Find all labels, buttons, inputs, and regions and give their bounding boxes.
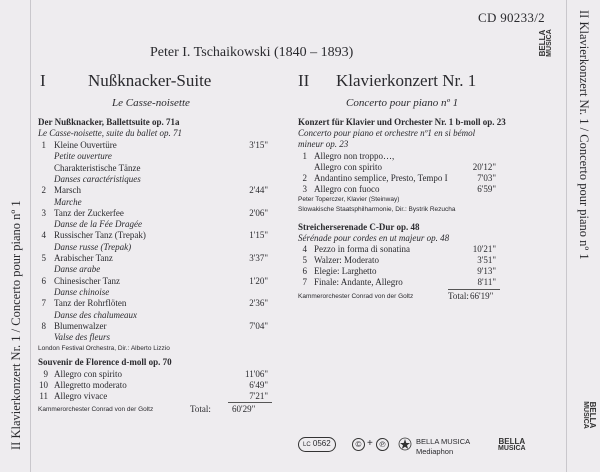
track-number: 1 <box>302 151 307 161</box>
track-duration: 2'36" <box>249 298 268 309</box>
track-duration: 6'49" <box>249 380 268 390</box>
track-title: Tanz der Zuckerfee <box>54 207 124 218</box>
right-work-header: Konzert für Klavier und Orchester Nr. 1 b-moll op. 23 <box>298 117 506 127</box>
track-duration: 3'51" <box>477 255 496 265</box>
track-subtitle: Marche <box>54 196 82 207</box>
track-number: 4 <box>302 244 307 254</box>
bella-musica-logo-footer: BELLA MUSICA <box>498 437 526 452</box>
right-credit-2: Kammerorchester Conrad von der Goltz <box>298 293 414 300</box>
copyright-icon: © <box>352 438 365 451</box>
footer-label-2: Mediaphon <box>416 447 454 456</box>
track-subtitle: Danse de la Fée Dragée <box>54 219 142 230</box>
serenade-header: Streicherserenade C-Dur op. 48 <box>298 222 420 232</box>
left-subtitle: Le Casse-noisette <box>112 97 190 109</box>
track-duration: 7'03" <box>477 173 496 183</box>
left-title: Nußknacker-Suite <box>88 71 212 90</box>
track-title: Kleine Ouvertüre <box>54 140 117 150</box>
bella-musica-logo-spine: BELLA MUSICA <box>581 401 597 429</box>
track-subtitle: Danse chinoise <box>54 286 110 297</box>
left-total-label: Total: <box>190 404 211 414</box>
track-subtitle: Danse russe (Trepak) <box>54 241 132 252</box>
track-number: 7 <box>41 298 46 309</box>
track-title: Allegro vivace <box>54 391 108 401</box>
right-credit-1a: Peter Toperczer, Klavier (Steinway) <box>298 196 400 203</box>
plus-sign: + <box>367 438 373 449</box>
right-title: Klavierkonzert Nr. 1 <box>336 71 477 90</box>
track-number: 10 <box>39 380 48 390</box>
serenade-header-fr: Sérénade pour cordes en ut majeur op. 48 <box>298 233 450 243</box>
footer-label-1: BELLA MUSICA <box>416 437 471 446</box>
bella-musica-star-icon <box>398 437 412 456</box>
left-credit-1: London Festival Orchestra, Dir.: Alberto Lizzio <box>38 345 170 352</box>
track-subtitle: Danse arabe <box>54 264 101 275</box>
composer-title: Peter I. Tschaikowski (1840 – 1893) <box>150 45 354 60</box>
track-number: 2 <box>302 173 307 183</box>
track-duration: 1'20" <box>249 275 268 286</box>
track-number: 8 <box>41 320 46 331</box>
label-code-badge: LC 0562 <box>298 437 336 452</box>
catalog-number: CD 90233/2 <box>478 10 545 25</box>
track-number: 2 <box>41 185 46 196</box>
left-spine-divider <box>30 0 31 472</box>
right-roman: II <box>298 71 310 90</box>
track-duration: 7'04" <box>249 320 268 331</box>
track-subtitle: Danse des chalumeaux <box>54 309 137 320</box>
track-title: Allegro non troppo…, <box>314 151 395 161</box>
right-total: 66'19" <box>470 291 494 301</box>
left-credit-2: Kammerorchester Conrad von der Goltz <box>38 406 154 413</box>
track-number: 3 <box>302 184 307 194</box>
track-number: 6 <box>41 275 46 286</box>
track-duration: 1'15" <box>249 230 268 241</box>
track-subtitle: Danses caractéristiques <box>54 173 141 184</box>
track-title: Pezzo in forma di sonatina <box>314 244 410 254</box>
track-duration: 20'12" <box>472 162 496 172</box>
track-title: Allegretto moderato <box>54 380 127 390</box>
track-number: 9 <box>43 369 48 379</box>
track-number: 5 <box>302 255 307 265</box>
track-title: Allegro con spirito <box>314 162 382 172</box>
track-number: 6 <box>302 266 307 276</box>
track-duration: 6'59" <box>477 184 496 194</box>
track-title: Andantino semplice, Presto, Tempo I <box>314 173 448 183</box>
track-duration: 2'44" <box>249 185 268 196</box>
left-total: 60'29" <box>232 404 256 414</box>
track-number: 1 <box>41 140 46 150</box>
left-total-rule <box>228 402 272 403</box>
right-spine-divider <box>566 0 567 472</box>
track-title: Russischer Tanz (Trepak) <box>54 230 146 241</box>
track-title: Walzer: Moderato <box>314 255 379 265</box>
track-title: Allegro con fuoco <box>314 184 380 194</box>
track-title: Marsch <box>54 185 81 196</box>
left-work-header-fr: Le Casse-noisette, suite du ballet op. 71 <box>38 128 182 138</box>
track-title: Chinesischer Tanz <box>54 275 120 286</box>
track-duration: 11'06" <box>245 369 268 379</box>
track-duration: 9'13" <box>477 266 496 276</box>
spine-right-text: II Klavierkonzert Nr. 1 / Concerto pour piano nº 1 <box>577 10 591 260</box>
left-work-header: Der Nußknacker, Ballettsuite op. 71a <box>38 117 180 127</box>
track-duration: 10'21" <box>472 244 496 254</box>
right-total-label: Total: <box>448 291 469 301</box>
track-duration: 2'06" <box>249 207 268 218</box>
track-duration: 8'11" <box>477 277 496 287</box>
track-subtitle: Petite ouverture <box>54 151 112 162</box>
track-title: Elegie: Larghetto <box>314 266 377 276</box>
right-credit-1b: Slowakische Staatsphilharmonie, Dir.: Bystrik Rezucha <box>298 206 456 213</box>
track-number: 4 <box>41 230 46 241</box>
right-work-header-fr-1: Concerto pour piano et orchestre nº1 en si bémol <box>298 128 476 138</box>
track-number: 11 <box>39 391 48 401</box>
bella-musica-logo-top: BELLA MUSICA <box>537 29 553 57</box>
track-duration: 7'21" <box>249 391 268 401</box>
track-number: 7 <box>302 277 307 287</box>
track-title: Charakteristische Tänze <box>54 162 141 173</box>
left-roman: I <box>40 71 46 90</box>
right-work-header-fr-2: mineur op. 23 <box>298 139 349 149</box>
track-title: Blumenwalzer <box>54 320 107 331</box>
track-duration: 3'37" <box>249 253 268 263</box>
right-subtitle: Concerto pour piano nº 1 <box>346 97 459 109</box>
spine-left-text: II Klavierkonzert Nr. 1 / Concerto pour piano nº 1 <box>9 200 23 450</box>
track-subtitle: Valse des fleurs <box>54 332 110 343</box>
track-title: Finale: Andante, Allegro <box>314 277 403 287</box>
souvenir-header: Souvenir de Florence d-moll op. 70 <box>38 357 172 367</box>
track-title: Allegro con spirito <box>54 369 122 379</box>
phonogram-icon: ℗ <box>376 438 389 451</box>
track-title: Arabischer Tanz <box>54 253 113 263</box>
track-number: 5 <box>41 253 46 263</box>
track-title: Tanz der Rohrflöten <box>54 298 127 309</box>
track-duration: 3'15" <box>249 140 268 150</box>
track-number: 3 <box>41 207 46 218</box>
right-total-rule <box>448 289 500 290</box>
